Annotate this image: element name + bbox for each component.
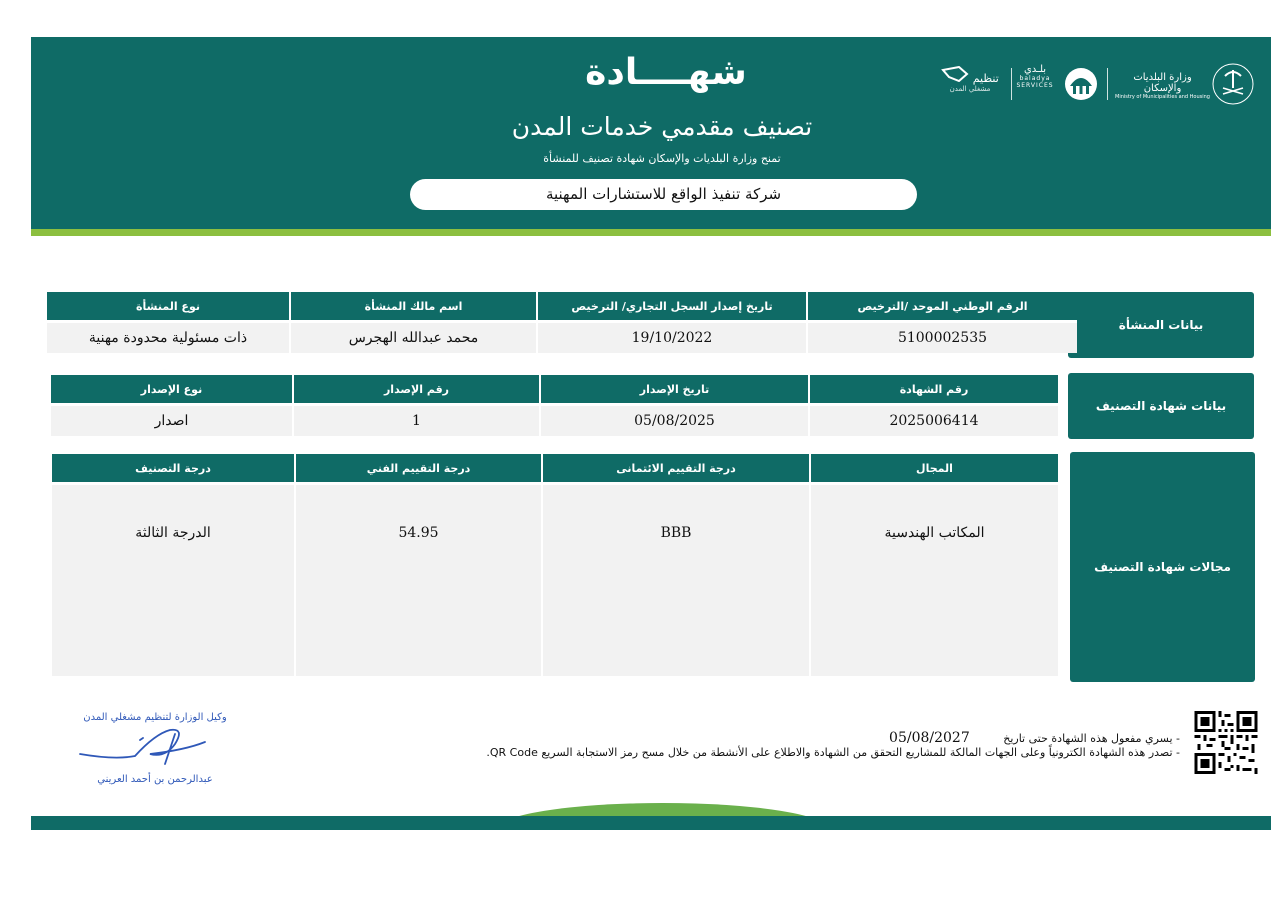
table-header-row <box>47 292 1077 320</box>
baladi-logo-label: بلـدي <box>1023 64 1047 75</box>
facility-cr-date: 19/10/2022 <box>538 320 806 353</box>
certificate-subtitle: تصنيف مقدمي خدمات المدن <box>511 112 813 141</box>
classification-header-credit-rating: درجة التقييم الائتمانى <box>543 454 809 482</box>
qr-code-icon[interactable] <box>1193 711 1259 774</box>
certificate-section-label: بيانات شهادة التصنيف <box>1068 373 1254 439</box>
signatory-title: وكيل الوزارة لتنظيم مشغلي المدن <box>83 712 227 723</box>
facility-national-number: 5100002535 <box>808 320 1077 353</box>
facility-type: ذات مسئولية محدودة مهنية <box>47 320 289 353</box>
certificate-header-issue-number: رقم الإصدار <box>294 375 539 403</box>
ministry-logo-sub: Ministry of Municipalities and Housing <box>1115 94 1210 100</box>
baladi-logo <box>1015 64 1055 89</box>
certificate-issue-type: اصدار <box>51 403 292 436</box>
ministry-logo <box>1115 72 1210 100</box>
tanzeem-logo <box>935 66 1005 93</box>
table-row <box>52 482 1058 676</box>
classification-section-label: مجالات شهادة التصنيف <box>1070 452 1255 682</box>
facility-header-national-number: الرقم الوطني الموحد /الترخيص <box>808 292 1077 320</box>
classification-field: المكاتب الهندسية <box>811 482 1058 676</box>
tanzeem-arrow-icon <box>941 66 969 82</box>
classification-table <box>50 454 1060 676</box>
certificate-header-number: رقم الشهادة <box>810 375 1058 403</box>
saudi-emblem-icon <box>1211 62 1255 106</box>
certificate-number: 2025006414 <box>810 403 1058 436</box>
baladi-emblem-icon <box>1063 66 1099 102</box>
footer-bar <box>31 816 1271 830</box>
classification-credit-rating: BBB <box>543 482 809 676</box>
classification-technical-rating: 54.95 <box>296 482 541 676</box>
signatory-name: عبدالرحمن بن أحمد العريني <box>97 774 213 785</box>
validity-line <box>400 730 1180 746</box>
table-row <box>51 403 1058 436</box>
classification-header-technical-rating: درجة التقييم الفني <box>296 454 541 482</box>
electronic-notice: - تصدر هذه الشهادة الكترونياً وعلى الجهات المالكة للمشاريع التحقق من الشهادة والاطلاع على الأنشطة من خلال مسح رمز الاستجابة السريع QR Code. <box>486 746 1180 759</box>
classification-header-grade: درجة التصنيف <box>52 454 294 482</box>
certificate-header-issue-date: تاريخ الإصدار <box>541 375 808 403</box>
logo-divider <box>1107 68 1108 100</box>
validity-text: - يسري مفعول هذه الشهادة حتى تاريخ <box>1003 732 1180 745</box>
facility-owner: محمد عبدالله الهجرس <box>291 320 536 353</box>
facility-header-cr-date: تاريخ إصدار السجل التجاري/ الترخيص <box>538 292 806 320</box>
ministry-logo-label: وزارة البلديات والإسكان <box>1133 72 1192 94</box>
facility-header-type: نوع المنشأة <box>47 292 289 320</box>
classification-grade: الدرجة الثالثة <box>52 482 294 676</box>
validity-date: 05/08/2027 <box>889 730 970 746</box>
facility-section-label: بيانات المنشأة <box>1068 292 1254 358</box>
entity-name: شركة تنفيذ الواقع للاستشارات المهنية <box>410 179 917 210</box>
certificate-issue-number: 1 <box>294 403 539 436</box>
certificate-issue-date: 05/08/2025 <box>541 403 808 436</box>
tanzeem-logo-label: تنظيم <box>972 72 999 85</box>
facility-header-owner: اسم مالك المنشأة <box>291 292 536 320</box>
certificate-note: تمنح وزارة البلديات والإسكان شهادة تصنيف للمنشأة <box>543 152 781 165</box>
baladi-logo-sub: baladya SERVICES <box>1016 75 1054 89</box>
handwritten-signature <box>75 724 235 774</box>
table-row <box>47 320 1077 353</box>
table-header-row <box>52 454 1058 482</box>
table-header-row <box>51 375 1058 403</box>
tanzeem-logo-sub: مشغلي المدن <box>949 85 991 93</box>
certificate-table <box>49 375 1060 436</box>
facility-table <box>45 292 1079 353</box>
signature-block <box>70 712 240 792</box>
classification-header-field: المجال <box>811 454 1058 482</box>
logo-divider <box>1011 68 1012 100</box>
certificate-title: شهــــادة <box>585 52 747 93</box>
certificate-header-issue-type: نوع الإصدار <box>51 375 292 403</box>
footer-notes <box>400 730 1180 759</box>
header-accent-stripe <box>31 229 1271 236</box>
header-logos <box>935 62 1255 108</box>
